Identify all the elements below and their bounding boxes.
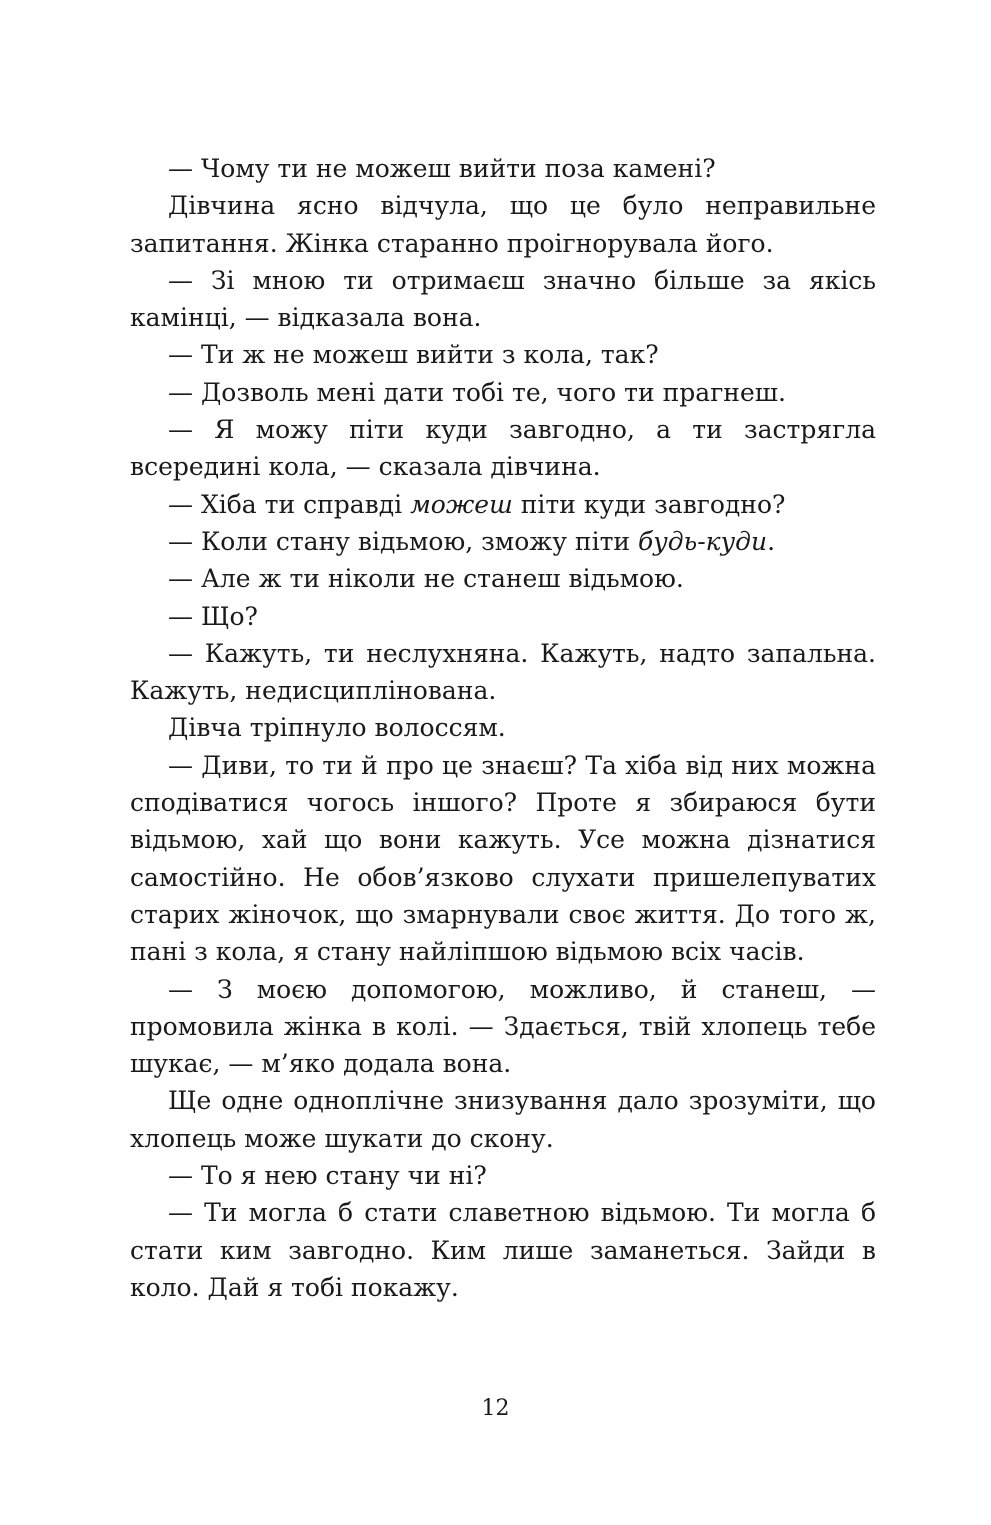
text-run: — Ти ж не можеш вийти з кола, так? [168,340,659,370]
paragraph [130,1157,876,1194]
italic-text-run: можеш [410,489,513,519]
text-run: — Диви, то ти й про це знаєш? Та хіба від них можна сподіватися чогось іншого? Проте я збираюся бути відьмою, хай що вони кажуть. Усе можна дізнатися самостійно. Не обов’язково слухати пришелепуватих старих жіночок, що змарнували своє життя. До того ж, пані з кола, я стану найліпшою відьмою всіх часів. [130,750,876,967]
paragraph [130,262,876,337]
paragraph [130,560,876,597]
text-run: — Кажуть, ти неслухняна. Кажуть, надто запальна. Кажуть, недисциплінована. [130,638,876,706]
text-run: — Зі мною ти отримаєш значно більше за якісь камінці, — відказала вона. [130,265,876,333]
body-text [130,150,876,1306]
text-run: Дівча тріпнуло волоссям. [168,713,506,743]
text-run: — Ти могла б стати славетною відьмою. Ти могла б стати ким завгодно. Ким лише заманеться. Зайди в коло. Дай я тобі покажу. [130,1198,876,1302]
text-run: — З моєю допомогою, можливо, й станеш, — промовила жінка в колі. — Здається, твій хлопець тебе шукає, — м’яко додала вона. [130,974,876,1079]
text-run: — Що? [168,601,258,631]
paragraph [130,747,876,971]
paragraph [130,1194,876,1306]
paragraph [130,598,876,635]
paragraph [130,486,876,523]
text-run: — Чому ти не можеш вийти поза камені? [168,154,716,183]
paragraph [130,971,876,1083]
text-run: Ще одне одноплічне знизування дало зрозуміти, що хлопець може шукати до скону. [130,1086,876,1153]
paragraph [130,374,876,411]
text-run: . [767,526,776,556]
text-run: — Коли стану відьмою, зможу піти [168,526,639,556]
text-run: — Дозволь мені дати тобі те, чого ти прагнеш. [168,377,786,407]
paragraph [130,187,876,262]
text-run: — Але ж ти ніколи не станеш відьмою. [168,564,684,594]
paragraph [130,1082,876,1157]
paragraph [130,709,876,746]
text-run: Дівчина ясно відчула, що це було неправильне запитання. Жінка старанно проігнорувала його. [130,191,876,258]
text-run: — Хіба ти справді [168,489,411,519]
text-run: піти куди завгодно? [512,489,786,519]
page-number: 12 [481,1396,510,1421]
paragraph [130,150,876,187]
paragraph [130,635,876,710]
paragraph [130,523,876,560]
text-run: — Я можу піти куди завгодно, а ти застрягла всередині кола, — сказала дівчина. [130,415,876,482]
italic-text-run: будь-куди [638,526,768,556]
text-run: — То я нею стану чи ні? [168,1161,487,1191]
paragraph [130,336,876,373]
paragraph [130,411,876,486]
